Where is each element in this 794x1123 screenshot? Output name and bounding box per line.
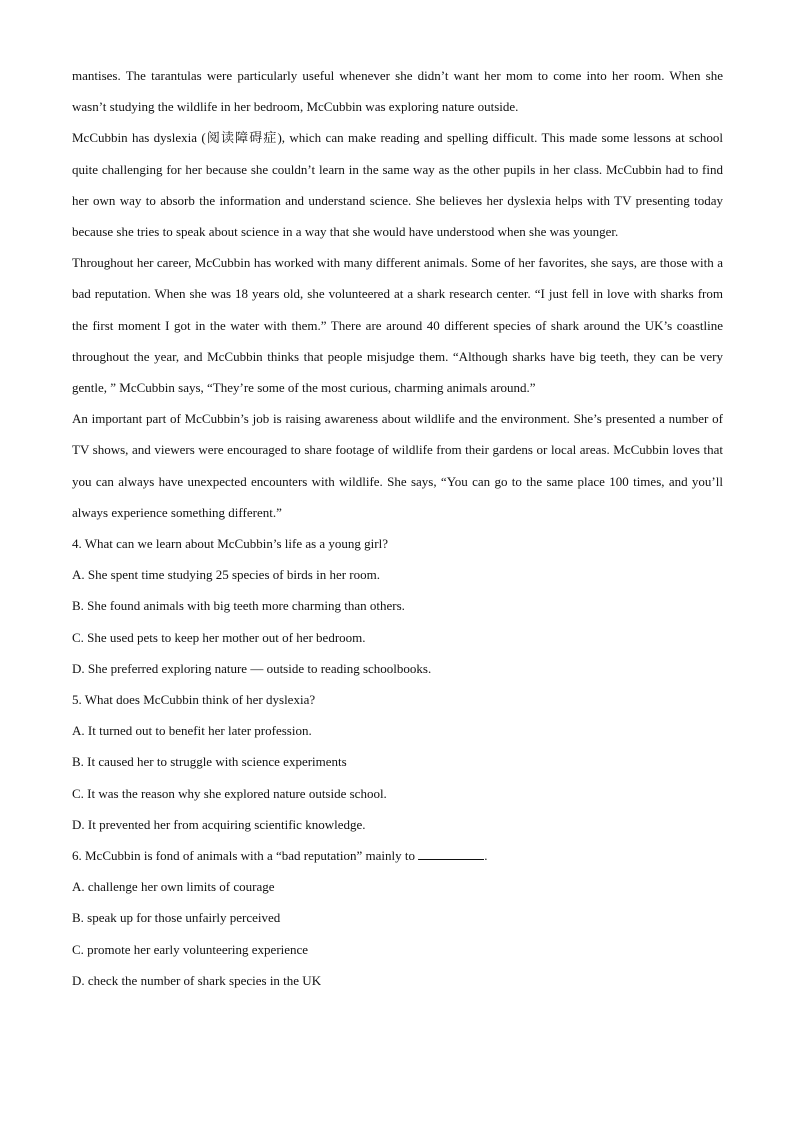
question-stem: 6. McCubbin is fond of animals with a “bad reputation” mainly to <box>72 848 415 864</box>
option-b: B. She found animals with big teeth more charming than others. <box>72 598 405 614</box>
question-stem: 5. What does McCubbin think of her dyslexia? <box>72 692 316 708</box>
option-b: B. speak up for those unfairly perceived <box>72 910 281 926</box>
passage-paragraph-4: An important part of McCubbin’s job is raising awareness about wildlife and the environment. She’s presented a number of TV shows, and viewers were encouraged to share footage of wildlife from their gardens or local areas. McCubbin loves that you can always have unexpected encounters with wildlife. She says, “You can go to the same place 100 times, and you’ll always experience something different.” <box>72 411 723 520</box>
option-c: C. promote her early volunteering experience <box>72 941 309 957</box>
option-b: B. It caused her to struggle with science experiments <box>72 754 347 770</box>
option-a: A. She spent time studying 25 species of birds in her room. <box>72 567 380 583</box>
option-a: A. challenge her own limits of courage <box>72 879 275 895</box>
option-c: C. She used pets to keep her mother out of her bedroom. <box>72 629 366 645</box>
option-d: D. She preferred exploring nature — outside to reading schoolbooks. <box>72 660 432 676</box>
question-stem: 4. What can we learn about McCubbin’s life as a young girl? <box>72 536 389 552</box>
question-6 <box>72 840 723 996</box>
answer-blank <box>418 848 484 860</box>
option-d: D. check the number of shark species in the UK <box>72 972 322 988</box>
passage-paragraph-1: mantises. The tarantulas were particularly useful whenever she didn’t want her mom to come into her room. When she wasn’t studying the wildlife in her bedroom, McCubbin was exploring nature outside. <box>72 68 723 115</box>
option-d: D. It prevented her from acquiring scientific knowledge. <box>72 816 366 832</box>
stem-end: . <box>484 848 488 864</box>
document-content <box>72 60 723 996</box>
option-a: A. It turned out to benefit her later profession. <box>72 723 312 739</box>
passage-paragraph-3: Throughout her career, McCubbin has worked with many different animals. Some of her favorites, she says, are those with a bad reputation. When she was 18 years old, she volunteered at a shark research center. “I just fell in love with sharks from the first moment I got in the water with them.” There are around 40 different species of shark around the UK’s coastline throughout the year, and McCubbin thinks that people misjudge them. “Although sharks have big teeth, they can be very gentle, ” McCubbin says, “They’re some of the most curious, charming animals around.” <box>72 255 723 396</box>
passage-paragraph-2: McCubbin has dyslexia (阅读障碍症), which can make reading and spelling difficult. This made some lessons at school quite challenging for her because she couldn’t learn in the same way as the other pupils in her class. McCubbin had to find her own way to absorb the information and understand science. She believes her dyslexia helps with TV presenting today because she tries to speak about science in a way that she would have understood when she was younger. <box>72 130 723 240</box>
option-c: C. It was the reason why she explored nature outside school. <box>72 785 387 801</box>
question-stem-line <box>72 840 723 871</box>
question-4 <box>72 528 723 684</box>
question-5 <box>72 684 723 840</box>
